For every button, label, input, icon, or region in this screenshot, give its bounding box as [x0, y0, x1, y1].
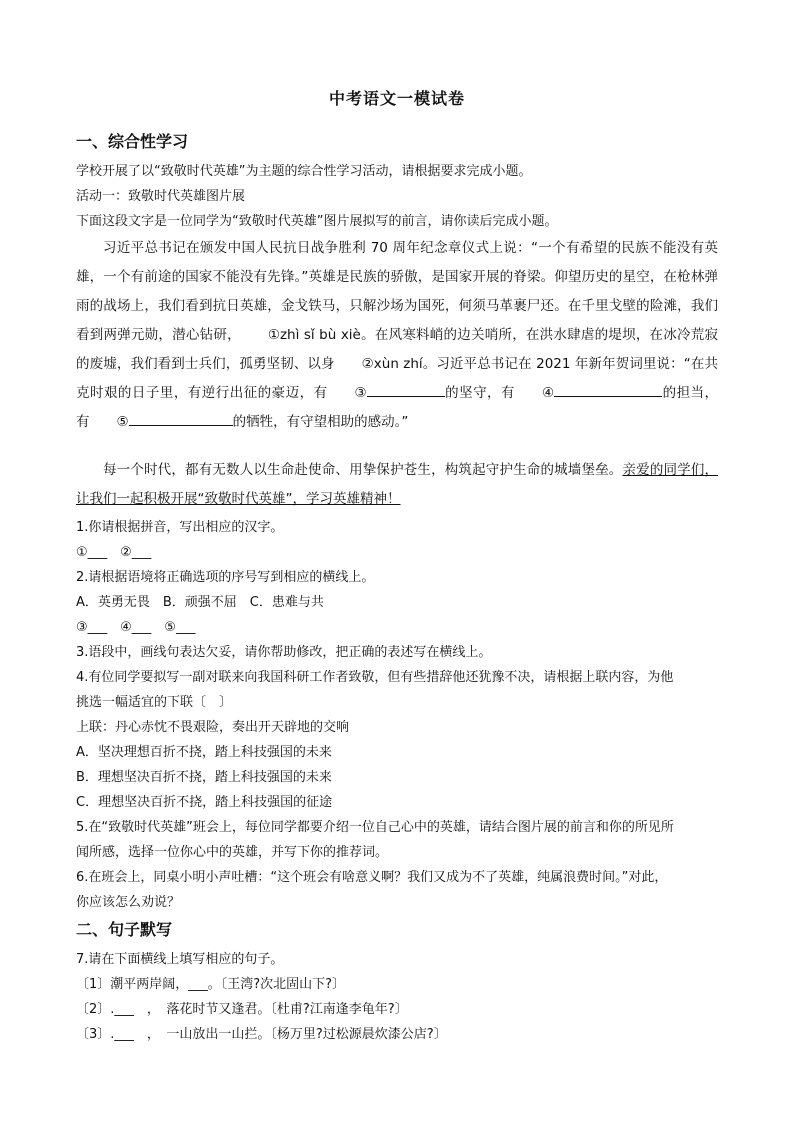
question-5-line-1: 5.在“致敬时代英雄”班会上，每位同学都要介绍一位自己心中的英雄，请结合图片展的前言和你的所见所	[76, 820, 674, 835]
blank-marker-1: ①	[267, 327, 280, 343]
passage-text: 的担当，有	[76, 385, 719, 430]
answer-blank-4[interactable]	[554, 383, 662, 398]
answer-blank-3[interactable]	[367, 383, 445, 398]
pinyin-hint-1: zhì sǐ bù xiè	[279, 327, 361, 343]
couplet-upper: 上联：丹心赤忱不畏艰险，奏出开天辟地的交响	[76, 720, 350, 735]
answer-blank-5[interactable]	[129, 412, 233, 427]
passage-text: 习近平总书记在颁发中国人民抗日战争胜利 70 周年纪念章仪式上说：“一个有希望的民族不能没有英雄，一个有前途的国家不能没有先锋。”英雄是民族的骄傲，是国家开展的脊梁。仰望历史的星空，在枪林弹雨的战场上，我们看到抗日英雄，金戈铁马，只解沙场为国死，何须马革裹尸还。在千里戈壁的险滩，我们看到两弹元勋，潜心钻研，	[76, 240, 718, 343]
question-4-line-2: 挑选一幅适宜的下联〔 〕	[76, 695, 233, 710]
question-1-blanks[interactable]: ①___ ②___	[76, 545, 152, 560]
underlined-sentence: 亲爱的同学们，让我们一起积极开展“致敬时代英雄”，学习英雄精神！	[76, 462, 719, 507]
passage-text: 的牺牲，有守望相助的感动。”	[232, 414, 409, 430]
pinyin-hint-2: xùn zhí	[373, 356, 423, 372]
passage-text: 每一个时代，都有无数人以生命赴使命、用挚保护苍生，构筑起守护生命的城墙堡垒。	[103, 462, 623, 478]
question-3: 3.语段中，画线句表达欠妥，请你帮助修改，把正确的表述写在横线上。	[76, 645, 492, 660]
preface-paragraph-1	[76, 234, 718, 437]
question-7: 7.请在下面横线上填写相应的句子。	[76, 952, 284, 967]
blank-marker-3: ③	[354, 385, 367, 401]
closing-paragraph	[76, 456, 718, 514]
question-6-line-1: 6.在班会上，同桌小明小声吐槽：“这个班会有啥意义啊？我们又成为不了英雄，纯属浪费时间。”对此，	[76, 870, 668, 885]
page-title: 中考语文一模试卷	[328, 89, 465, 108]
activity-label: 活动一：致敬时代英雄图片展	[76, 189, 246, 204]
question-6-line-2: 你应该怎么劝说？	[76, 895, 181, 910]
option-c[interactable]: C．理想坚决百折不挠，踏上科技强国的征途	[76, 795, 333, 810]
closing-passage	[76, 456, 718, 514]
recitation-item-3[interactable]: 〔3〕.___ ， 一山放出一山拦。〔杨万里?过松源晨炊漆公店?〕	[76, 1027, 447, 1042]
question-4-line-1: 4.有位同学要拟写一副对联来向我国科研工作者致敬，但有些措辞他还犹豫不决，请根据上联内容，为他	[76, 670, 674, 685]
question-5-line-2: 闻所感，选择一位你心中的英雄，并写下你的推荐词。	[76, 845, 389, 860]
passage-text: 。在风寒料峭的边关哨所，在洪水肆虐的堤坝，在冰冷荒寂的废墟，我们看到士兵们，孤勇坚韧、以身	[76, 327, 718, 372]
section-heading-recitation: 二、句子默写	[76, 920, 173, 939]
instruction-text: 下面这段文字是一位同学为“致敬时代英雄”图片展拟写的前言，请你读后完成小题。	[76, 214, 558, 229]
question-1: 1.你请根据拼音，写出相应的汉字。	[76, 520, 284, 535]
recitation-item-2[interactable]: 〔2〕.___ ， 落花时节又逢君。〔杜甫?江南逢李龟年?〕	[76, 1002, 408, 1017]
blank-marker-5: ⑤	[116, 414, 129, 430]
section-heading-comprehensive: 一、综合性学习	[76, 132, 189, 151]
option-b[interactable]: B．理想坚决百折不挠，踏上科技强国的未来	[76, 770, 332, 785]
recitation-item-1[interactable]: 〔1〕潮平两岸阔，___。〔王湾?次北固山下?〕	[76, 977, 346, 992]
intro-text: 学校开展了以“致敬时代英雄”为主题的综合性学习活动，请根据要求完成小题。	[76, 164, 532, 179]
blank-marker-4: ④	[542, 385, 555, 401]
passage-text: 。习近平总书记在 2021 年新年贺词里说：“在共克时艰的日子里，有逆行出征的豪迈，有	[76, 356, 719, 401]
question-2-blanks[interactable]: ③___ ④___ ⑤___	[76, 620, 196, 635]
option-a[interactable]: A．坚决理想百折不挠，踏上科技强国的未来	[76, 745, 332, 760]
preface-passage	[76, 234, 718, 437]
passage-text: 的坚守，有	[444, 385, 516, 401]
question-2: 2.请根据语境将正确选项的序号写到相应的横线上。	[76, 570, 375, 585]
blank-marker-2: ②	[361, 356, 374, 372]
question-2-options: A．英勇无畏 B．顽强不屈 C．患难与共	[76, 595, 324, 610]
